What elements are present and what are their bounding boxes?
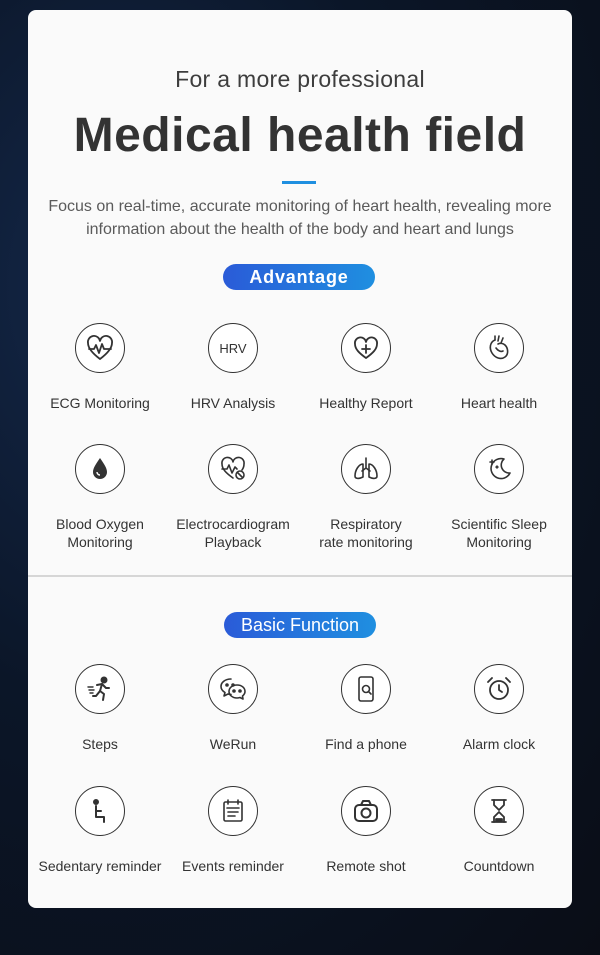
feature-sleep-monitoring xyxy=(431,444,567,551)
function-werun xyxy=(165,664,301,753)
title-accent-bar xyxy=(282,181,316,184)
anatomical-heart-icon xyxy=(474,323,524,373)
description: Focus on real-time, accurate monitoring of heart health, revealing more information about the health of the body and heart and lungs xyxy=(48,198,552,238)
heart-plus-icon xyxy=(341,323,391,373)
function-sedentary-reminder xyxy=(32,786,168,875)
feature-label: Electrocardiogram Playback xyxy=(176,516,290,550)
page-title: Medical health field xyxy=(73,109,527,162)
ecg-heart-icon xyxy=(75,323,125,373)
function-countdown xyxy=(431,786,567,875)
basic-function-badge: Basic Function xyxy=(224,612,376,638)
feature-label: Respiratory rate monitoring xyxy=(319,516,413,550)
feature-label: HRV Analysis xyxy=(190,395,276,411)
function-label: Steps xyxy=(82,736,118,752)
ecg-playback-icon xyxy=(208,444,258,494)
hrv-icon xyxy=(208,323,258,373)
function-label: Find a phone xyxy=(325,736,407,752)
feature-label: Scientific Sleep Monitoring xyxy=(451,516,547,550)
chat-bubbles-icon xyxy=(208,664,258,714)
feature-ecg-monitoring xyxy=(32,323,168,412)
camera-icon xyxy=(341,786,391,836)
subtitle: For a more professional xyxy=(175,66,425,92)
feature-ecg-playback xyxy=(165,444,301,551)
function-label: Alarm clock xyxy=(462,736,536,752)
calendar-icon xyxy=(208,786,258,836)
lungs-icon xyxy=(341,444,391,494)
hrv-icon-text: HRV xyxy=(219,341,247,356)
feature-heart-health xyxy=(431,323,567,412)
sitting-person-icon xyxy=(75,786,125,836)
function-remote-shot xyxy=(298,786,434,875)
blood-drop-icon xyxy=(75,444,125,494)
function-label: Events reminder xyxy=(182,858,284,874)
feature-blood-oxygen xyxy=(32,444,168,551)
feature-hrv-analysis xyxy=(165,323,301,412)
function-label: Remote shot xyxy=(326,858,406,874)
feature-label: Heart health xyxy=(460,395,538,411)
feature-label: Healthy Report xyxy=(319,395,413,411)
running-icon xyxy=(75,664,125,714)
function-steps xyxy=(32,664,168,753)
phone-search-icon xyxy=(341,664,391,714)
advantage-badge: Advantage xyxy=(223,264,375,290)
function-alarm-clock xyxy=(431,664,567,753)
alarm-clock-icon xyxy=(474,664,524,714)
function-label: Sedentary reminder xyxy=(38,858,162,874)
function-find-phone xyxy=(298,664,434,753)
function-events-reminder xyxy=(165,786,301,875)
feature-label: ECG Monitoring xyxy=(50,395,150,411)
moon-stars-icon xyxy=(474,444,524,494)
feature-respiratory-rate xyxy=(298,444,434,551)
function-label: Countdown xyxy=(463,858,535,874)
hourglass-icon xyxy=(474,786,524,836)
feature-label: Blood Oxygen Monitoring xyxy=(56,516,144,550)
feature-card xyxy=(28,10,572,908)
section-divider xyxy=(28,575,572,577)
feature-healthy-report xyxy=(298,323,434,412)
function-label: WeRun xyxy=(209,736,257,752)
